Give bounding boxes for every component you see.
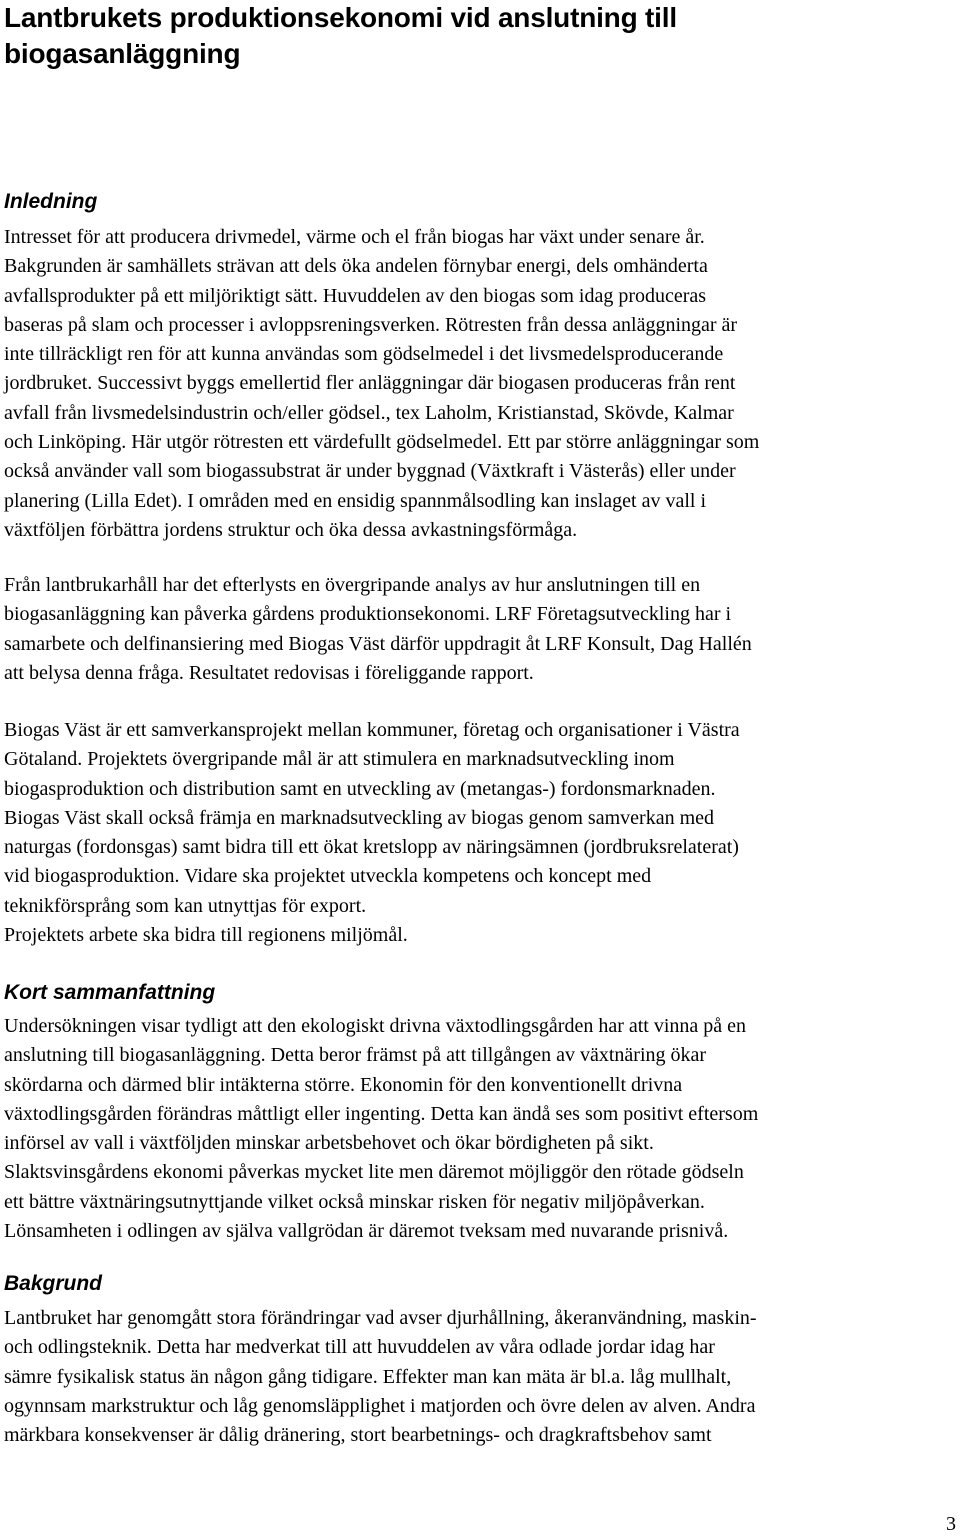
paragraph-inledning-1: Intresset för att producera drivmedel, värme och el från biogas har växt under senare år. Bakgrunden är samhällets strävan att dels öka andelen förnybar energi, dels omhänderta avfallsprodukter på ett miljöriktigt sätt. Huvuddelen av den biogas som idag produceras baseras på slam och processer i avloppsreningsverken. Rötresten från dessa anläggningar är inte tillräckligt ren för att kunna användas som gödselmedel i det livsmedelsproducerande jordbruket. Successivt byggs emellertid fler anläggningar där biogasen produceras från rent avfall från livsmedelsindustrin och/eller gödsel., tex Laholm, Kristianstad, Skövde, Kalmar och Linköping. Här utgör rötresten ett värdefullt gödselmedel. Ett par större anläggningar som också använder vall som biogassubstrat är under byggnad (Växtkraft i Västerås) eller under planering (Lilla Edet). I områden med en ensidig spannmålsodling kan inslaget av vall i växtföljen förbättra jordens struktur och öka dessa avkastningsförmåga. xyxy=(4,226,760,541)
section-heading-bakgrund: Bakgrund xyxy=(4,1272,103,1295)
page-number: 3 xyxy=(946,1513,956,1535)
document-title: Lantbrukets produktionsekonomi vid anslutning till biogasanläggning xyxy=(4,2,677,69)
paragraph-inledning-3: Biogas Väst är ett samverkansprojekt mellan kommuner, företag och organisationer i Västra Götaland. Projektets övergripande mål är att stimulera en marknadsutveckling inom biogasproduktion och distribution samt en utveckling av (metangas-) fordonsmarknaden. Biogas Väst skall också främja en marknadsutveckling av biogas genom samverkan med naturgas (fordonsgas) samt bidra till ett ökat kretslopp av näringsämnen (jordbruksrelaterat) vid biogasproduktion. Vidare ska projektet utveckla kompetens och koncept med teknikförsprång som kan utnyttjas för export. Projektets arbete ska bidra till regionens miljömål. xyxy=(4,719,740,947)
section-heading-inledning: Inledning xyxy=(4,190,98,213)
paragraph-kort-sammanfattning: Undersökningen visar tydligt att den ekologiskt drivna växtodlingsgården har att vinna på en anslutning till biogasanläggning. Detta beror främst på att tillgången av växtnäring ökar skördarna och därmed blir intäkterna större. Ekonomin för den konventionellt drivna växtodlingsgården förändras måttligt eller ingenting. Detta kan ändå ses som positivt eftersom införsel av vall i växtföljden minskar arbetsbehovet och ökar bördigheten på sikt. Slaktsvinsgårdens ekonomi påverkas mycket lite men däremot möjliggör den rötade gödseln ett bättre växtnäringsutnyttjande vilket också minskar risken för negativ miljöpåverkan. Lönsamheten i odlingen av själva vallgrödan är däremot tveksam med nuvarande prisnivå. xyxy=(4,1015,759,1243)
paragraph-bakgrund: Lantbruket har genomgått stora förändringar vad avser djurhållning, åkeranvändning, maskin- och odlingsteknik. Detta har medverkat till att huvuddelen av våra odlade jordar idag har sämre fysikalisk status än någon gång tidigare. Effekter man kan mäta är bl.a. låg mullhalt, ogynnsam markstruktur och låg genomsläpplighet i matjorden och övre delen av alven. Andra märkbara konsekvenser är dålig dränering, stort bearbetnings- och dragkraftsbehov samt xyxy=(4,1307,757,1447)
paragraph-inledning-2: Från lantbrukarhåll har det efterlysts en övergripande analys av hur anslutningen till en biogasanläggning kan påverka gårdens produktionsekonomi. LRF Företagsutveckling har i samarbete och delfinansiering med Biogas Väst därför uppdragit åt LRF Konsult, Dag Hallén att belysa denna fråga. Resultatet redovisas i föreliggande rapport. xyxy=(4,574,752,684)
section-heading-kort-sammanfattning: Kort sammanfattning xyxy=(4,981,216,1004)
